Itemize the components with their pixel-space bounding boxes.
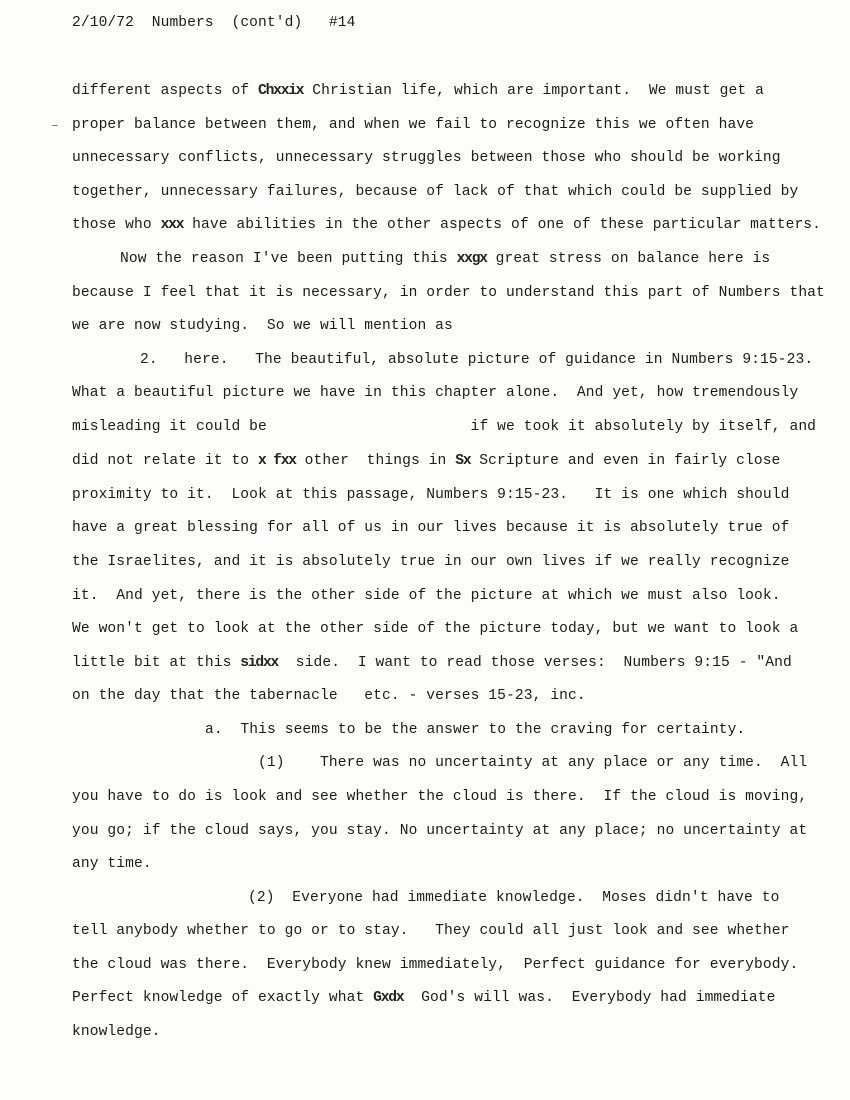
text-line-3: unnecessary conflicts, unnecessary struggles between those who should be working xyxy=(72,150,781,166)
text-line-24: any time. xyxy=(72,856,152,872)
header-title: Numbers xyxy=(151,15,214,31)
text-line-26: tell anybody whether to go or to stay. They could all just look and see whether xyxy=(72,923,790,939)
text-line-27: the cloud was there. Everybody knew immediately, Perfect guidance for everybody. xyxy=(72,957,799,973)
text-line-10: What a beautiful picture we have in this chapter alone. And yet, how tremendously xyxy=(72,385,799,401)
header-date: 2/10/72 xyxy=(72,15,135,31)
page-header xyxy=(72,14,356,32)
text-line-6: Now the reason I've been putting this xxgx great stress on balance here is xyxy=(120,251,771,267)
text-line-15: the Israelites, and it is absolutely true in our own lives if we really recognize xyxy=(72,554,790,570)
margin-mark xyxy=(52,125,58,126)
text-line-28: Perfect knowledge of exactly what Gxdx God's will was. Everybody had immediate xyxy=(72,990,776,1006)
strikeover: xxgx xyxy=(456,251,487,267)
strikeover: Gxdx xyxy=(373,990,404,1006)
text-line-7: because I feel that it is necessary, in order to understand this part of Numbers that xyxy=(72,285,825,301)
text-line-1: different aspects of Chxxix Christian life, which are important. We must get a xyxy=(72,83,764,99)
text-line-29: knowledge. xyxy=(72,1024,161,1040)
header-cont: (cont'd) xyxy=(231,15,303,31)
text-line-22: you have to do is look and see whether the cloud is there. If the cloud is moving, xyxy=(72,789,808,805)
strikeover: Sx xyxy=(455,453,471,469)
strikeover: x fxx xyxy=(258,453,296,469)
strikeover: xxx xyxy=(160,217,184,233)
text-line-4: together, unnecessary failures, because of lack of that which could be supplied by xyxy=(72,184,799,200)
header-page-number: #14 xyxy=(328,15,356,31)
text-line-5: those who xxx have abilities in the other aspects of one of these particular matters. xyxy=(72,217,822,233)
text-line-8: we are now studying. So we will mention as xyxy=(72,318,453,334)
text-line-20: a. This seems to be the answer to the craving for certainty. xyxy=(205,722,746,738)
text-line-25: (2) Everyone had immediate knowledge. Moses didn't have to xyxy=(248,890,780,906)
text-line-14: have a great blessing for all of us in our lives because it is absolutely true of xyxy=(72,520,790,536)
text-line-13: proximity to it. Look at this passage, Numbers 9:15-23. It is one which should xyxy=(72,487,790,503)
text-line-17: We won't get to look at the other side of the picture today, but we want to look a xyxy=(72,621,799,637)
text-line-19: on the day that the tabernacle etc. - verses 15-23, inc. xyxy=(72,688,586,704)
strikeover: Chxxix xyxy=(258,83,304,99)
text-line-23: you go; if the cloud says, you stay. No uncertainty at any place; no uncertainty at xyxy=(72,823,808,839)
text-line-2: proper balance between them, and when we fail to recognize this we often have xyxy=(72,117,755,133)
text-line-18: little bit at this sidxx side. I want to read those verses: Numbers 9:15 - "And xyxy=(72,655,792,671)
strikeover: sidxx xyxy=(240,655,279,671)
text-line-9: 2. here. The beautiful, absolute picture of guidance in Numbers 9:15-23. xyxy=(140,352,814,368)
text-line-11: misleading it could be if we took it absolutely by itself, and xyxy=(72,419,817,435)
text-line-16: it. And yet, there is the other side of the picture at which we must also look. xyxy=(72,588,781,604)
text-line-12: did not relate it to x fxx other things in Sx Scripture and even in fairly close xyxy=(72,453,781,469)
text-line-21: (1) There was no uncertainty at any place or any time. All xyxy=(258,755,808,771)
